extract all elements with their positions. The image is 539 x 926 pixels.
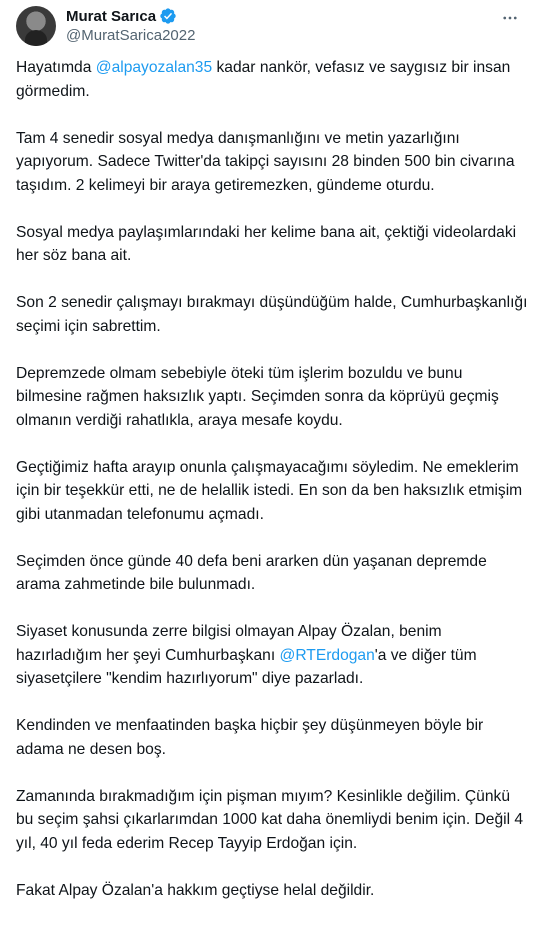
mention-link[interactable]: @alpayozalan35	[95, 59, 213, 76]
text-span: kadar nankör, vefasız ve saygısız bir insan görmedim.	[16, 59, 511, 100]
more-options-icon[interactable]	[497, 8, 523, 28]
paragraph-1	[16, 56, 531, 103]
name-row	[66, 6, 195, 26]
text-span: Hayatımda	[16, 59, 96, 76]
tweet-header	[16, 6, 527, 50]
paragraph-10: Zamanında bırakmadığım için pişman mıyım? Kesinlikle değilim. Çünkü bu seçim şahsi çıkarlarımdan 1000 kat daha önemliydi benim için. Değil 4 yıl, 40 yıl feda ederim Recep Tayyip Erdoğan için.	[16, 787, 524, 852]
paragraph-6: Geçtiğimiz hafta arayıp onunla çalışmayacağımı söyledim. Ne emeklerim için bir teşekkür etti, ne de helallik istedi. En son da ben haksızlık etmişim gibi utanmadan telefonumu açmadı.	[16, 458, 523, 523]
paragraph-8	[16, 620, 531, 691]
paragraph-9: Kendinden ve menfaatinden başka hiçbir şey düşünmeyen böyle bir adama ne desen boş.	[16, 717, 484, 758]
display-name[interactable]: Murat Sarıca	[66, 7, 157, 25]
paragraph-2: Tam 4 senedir sosyal medya danışmanlığını ve metin yazarlığını yapıyorum. Sadece Twitter'da takipçi sayısını 28 binden 500 bin civarına taşıdım. 2 kelimeyi bir araya getiremezken, gündeme oturdu.	[16, 129, 515, 194]
paragraph-5: Depremzede olmam sebebiyle öteki tüm işlerim bozuldu ve bunu bilmesine rağmen haksızlık yaptı. Seçimden sonra da köprüyü geçmiş olmanın verdiği rahatlıkla, araya mesafe koydu.	[16, 364, 499, 429]
author-names	[66, 6, 195, 46]
mention-link[interactable]: @RTErdogan	[279, 646, 375, 664]
paragraph-3: Sosyal medya paylaşımlarındaki her kelime bana ait, çektiği videolardaki her söz bana ait.	[16, 223, 517, 264]
avatar[interactable]	[16, 6, 56, 46]
verified-badge-icon	[159, 7, 177, 25]
paragraph-7: Seçimden önce günde 40 defa beni ararken dün yaşanan depremde arama zahmetinde bile bulunmadı.	[16, 552, 487, 593]
handle[interactable]: @MuratSarica2022	[66, 27, 196, 44]
paragraph-11: Fakat Alpay Özalan'a hakkım geçtiyse helal değildir.	[16, 881, 375, 899]
text-span: Siyaset konusunda zerre bilgisi olmayan Alpay Özalan, benim hazırladığım her şeyi Cumhurbaşkanı	[16, 623, 442, 664]
tweet-text	[16, 56, 531, 926]
text-span: 'a ve diğer tüm siyasetçilere "kendim hazırlıyorum" diye pazarladı.	[16, 646, 477, 687]
paragraph-4: Son 2 senedir çalışmayı bırakmayı düşündüğüm halde, Cumhurbaşkanlığı seçimi için sabrettim.	[16, 294, 528, 335]
